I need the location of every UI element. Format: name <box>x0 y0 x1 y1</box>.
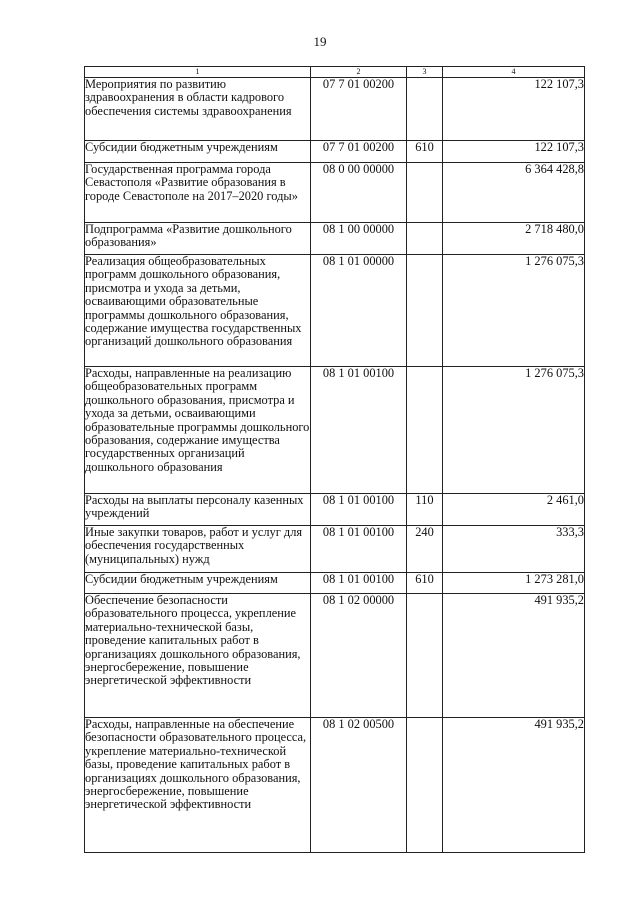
column-header-3: 3 <box>407 67 443 78</box>
column-header-2: 2 <box>311 67 407 78</box>
row-type <box>407 718 443 853</box>
table-row <box>85 573 585 594</box>
row-amount: 1 276 075,3 <box>443 367 585 494</box>
row-name: Расходы, направленные на реализацию общеобразовательных программ дошкольного образования, присмотра и ухода за детьми, осваивающими образовательные программы дошкольного образования, содержание имущества государственных организаций дошкольного образования <box>85 367 311 494</box>
row-type <box>407 78 443 141</box>
row-name: Субсидии бюджетным учреждениям <box>85 141 311 163</box>
row-type <box>407 223 443 255</box>
table-row <box>85 718 585 853</box>
row-amount: 491 935,2 <box>443 594 585 718</box>
row-code: 08 1 02 00000 <box>311 594 407 718</box>
table-row <box>85 594 585 718</box>
row-type: 240 <box>407 526 443 573</box>
row-name: Реализация общеобразовательных программ дошкольного образования, присмотра и ухода за детьми, осваивающими образовательные программы дошкольного образования, содержание имущества государственных организаций дошкольного образования <box>85 255 311 367</box>
table-row <box>85 526 585 573</box>
table-row <box>85 367 585 494</box>
row-name: Подпрограмма «Развитие дошкольного образования» <box>85 223 311 255</box>
table-row <box>85 141 585 163</box>
table-header-row <box>85 67 585 78</box>
budget-table <box>84 66 585 853</box>
row-name: Расходы, направленные на обеспечение безопасности образовательного процесса, укрепление материально-технической базы, проведение капитальных работ в организациях дошкольного образования, энергосбережение, повышение энергетической эффективности <box>85 718 311 853</box>
table-row <box>85 163 585 223</box>
row-amount: 333,3 <box>443 526 585 573</box>
row-name: Расходы на выплаты персоналу казенных учреждений <box>85 494 311 526</box>
row-amount: 122 107,3 <box>443 141 585 163</box>
row-code: 08 1 01 00100 <box>311 573 407 594</box>
row-code: 08 1 02 00500 <box>311 718 407 853</box>
row-name: Государственная программа города Севастополя «Развитие образования в городе Севастополе на 2017–2020 годы» <box>85 163 311 223</box>
row-name: Субсидии бюджетным учреждениям <box>85 573 311 594</box>
row-amount: 1 273 281,0 <box>443 573 585 594</box>
row-code: 07 7 01 00200 <box>311 78 407 141</box>
column-header-1: 1 <box>85 67 311 78</box>
row-amount: 491 935,2 <box>443 718 585 853</box>
row-amount: 122 107,3 <box>443 78 585 141</box>
row-type <box>407 255 443 367</box>
row-code: 08 1 01 00100 <box>311 526 407 573</box>
row-type: 610 <box>407 573 443 594</box>
column-header-4: 4 <box>443 67 585 78</box>
row-amount: 6 364 428,8 <box>443 163 585 223</box>
page-number: 19 <box>313 34 327 49</box>
row-code: 08 1 00 00000 <box>311 223 407 255</box>
row-code: 08 0 00 00000 <box>311 163 407 223</box>
row-type: 610 <box>407 141 443 163</box>
row-name: Иные закупки товаров, работ и услуг для обеспечения государственных (муниципальных) нужд <box>85 526 311 573</box>
row-type <box>407 367 443 494</box>
row-code: 08 1 01 00000 <box>311 255 407 367</box>
table-row <box>85 78 585 141</box>
row-code: 08 1 01 00100 <box>311 367 407 494</box>
row-name: Мероприятия по развитию здравоохранения в области кадрового обеспечения системы здравоохранения <box>85 78 311 141</box>
row-amount: 2 718 480,0 <box>443 223 585 255</box>
table-row <box>85 223 585 255</box>
row-code: 07 7 01 00200 <box>311 141 407 163</box>
row-name: Обеспечение безопасности образовательного процесса, укрепление материально-технической базы, проведение капитальных работ в организациях дошкольного образования, энергосбережение, повышение энергетической эффективности <box>85 594 311 718</box>
row-amount: 1 276 075,3 <box>443 255 585 367</box>
row-amount: 2 461,0 <box>443 494 585 526</box>
table-row <box>85 494 585 526</box>
row-type <box>407 594 443 718</box>
row-code: 08 1 01 00100 <box>311 494 407 526</box>
row-type <box>407 163 443 223</box>
table-row <box>85 255 585 367</box>
row-type: 110 <box>407 494 443 526</box>
